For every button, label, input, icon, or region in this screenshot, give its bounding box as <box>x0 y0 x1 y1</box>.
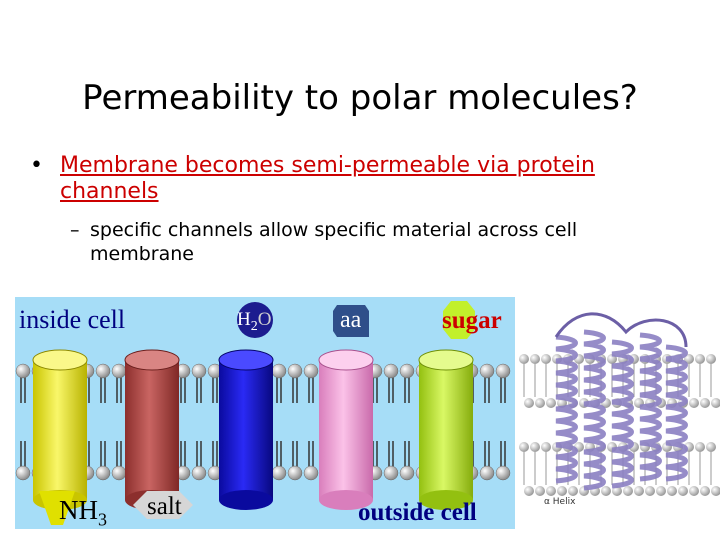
nh3-main: NH <box>59 495 98 525</box>
h2o-subscript: 2 <box>250 318 258 334</box>
outside-cell-label: outside cell <box>358 499 477 526</box>
sub-bullet-text: specific channels allow specific material across cell membrane <box>90 219 578 265</box>
alpha-helix-caption: α Helix <box>544 497 576 507</box>
inside-cell-label: inside cell <box>19 305 126 334</box>
slide-title: Permeability to polar molecules? <box>82 78 638 118</box>
bullet-marker: • <box>30 153 43 178</box>
membrane-channel-diagram <box>15 297 515 529</box>
pink-channel <box>319 350 373 510</box>
blue-channel <box>219 350 273 510</box>
alpha-helix-illustration <box>516 297 720 529</box>
h2o-main: H <box>237 309 251 330</box>
salt-label: salt <box>147 493 182 520</box>
nh3-label <box>59 495 107 529</box>
green-channel <box>419 350 473 510</box>
h2o-label <box>237 309 271 335</box>
nh3-subscript: 3 <box>98 509 107 529</box>
main-bullet-text: Membrane becomes semi-permeable via protein channels <box>60 153 595 204</box>
yellow-channel <box>33 350 87 510</box>
sugar-label: sugar <box>442 307 502 334</box>
aa-label: aa <box>340 307 362 333</box>
h2o-end: O <box>257 309 272 330</box>
sub-bullet-marker: – <box>70 219 80 241</box>
alpha-helix-svg <box>516 297 720 529</box>
red-channel <box>125 350 179 510</box>
